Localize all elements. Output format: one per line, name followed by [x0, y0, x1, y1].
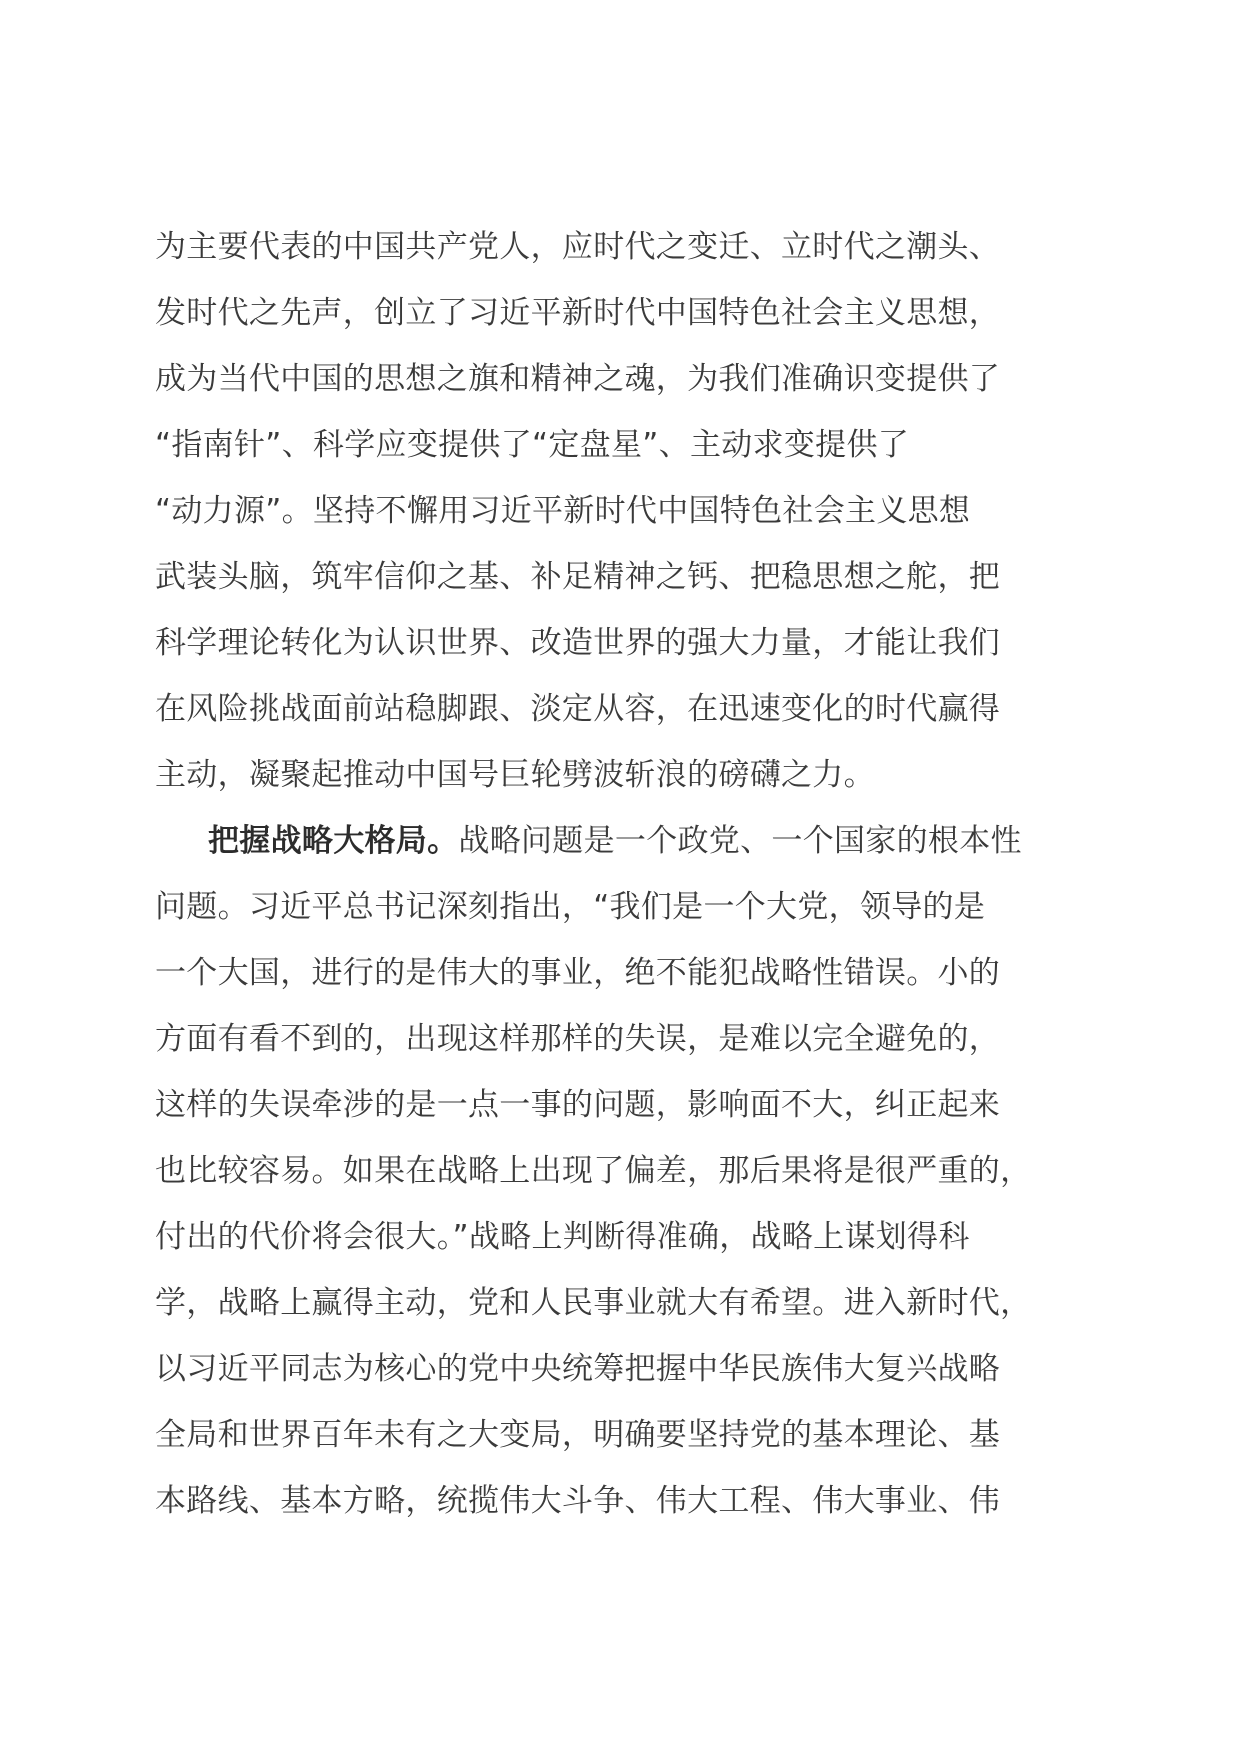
- paragraph-line: 方面有看不到的，出现这样那样的失误，是难以完全避免的，: [155, 1021, 1001, 1057]
- paragraph-line: 科学理论转化为认识世界、改造世界的强大力量，才能让我们: [155, 625, 1001, 661]
- paragraph-line: 学，战略上赢得主动，党和人民事业就大有希望。进入新时代，: [155, 1285, 1032, 1321]
- paragraph-text: 战略问题是一个政党、一个国家的根本性: [458, 823, 1022, 859]
- paragraph-first-line: [208, 808, 1115, 874]
- paragraph-line: 武装头脑，筑牢信仰之基、补足精神之钙、把稳思想之舵，把: [155, 559, 1001, 595]
- paragraph-line: 在风险挑战面前站稳脚跟、淡定从容，在迅速变化的时代赢得: [155, 691, 1001, 727]
- paragraph-line: 以习近平同志为核心的党中央统筹把握中华民族伟大复兴战略: [155, 1351, 1001, 1387]
- paragraph-line: 付出的代价将会很大。”战略上判断得准确，战略上谋划得科: [155, 1219, 970, 1255]
- paragraph-line: “动力源”。坚持不懈用习近平新时代中国特色社会主义思想: [155, 493, 971, 529]
- paragraph-line: 为主要代表的中国共产党人，应时代之变迁、立时代之潮头、: [155, 229, 1001, 265]
- paragraph-line: 主动，凝聚起推动中国号巨轮劈波斩浪的磅礴之力。: [155, 757, 875, 793]
- paragraph-line: 本路线、基本方略，统揽伟大斗争、伟大工程、伟大事业、伟: [155, 1483, 1001, 1519]
- paragraph-line: 一个大国，进行的是伟大的事业，绝不能犯战略性错误。小的: [155, 955, 1001, 991]
- paragraph-line: 发时代之先声，创立了习近平新时代中国特色社会主义思想，: [155, 295, 1001, 331]
- paragraph-line: “指南针”、科学应变提供了“定盘星”、主动求变提供了: [155, 427, 910, 463]
- paragraph-line: 这样的失误牵涉的是一点一事的问题，影响面不大，纠正起来: [155, 1087, 1001, 1123]
- paragraph-line: 成为当代中国的思想之旗和精神之魂，为我们准确识变提供了: [155, 361, 1001, 397]
- section-heading: 把握战略大格局。: [208, 823, 459, 859]
- paragraph-line: 全局和世界百年未有之大变局，明确要坚持党的基本理论、基: [155, 1417, 1001, 1453]
- paragraph-line: 问题。习近平总书记深刻指出，“我们是一个大党，领导的是: [155, 889, 986, 925]
- paragraph-line: 也比较容易。如果在战略上出现了偏差，那后果将是很严重的，: [155, 1153, 1032, 1189]
